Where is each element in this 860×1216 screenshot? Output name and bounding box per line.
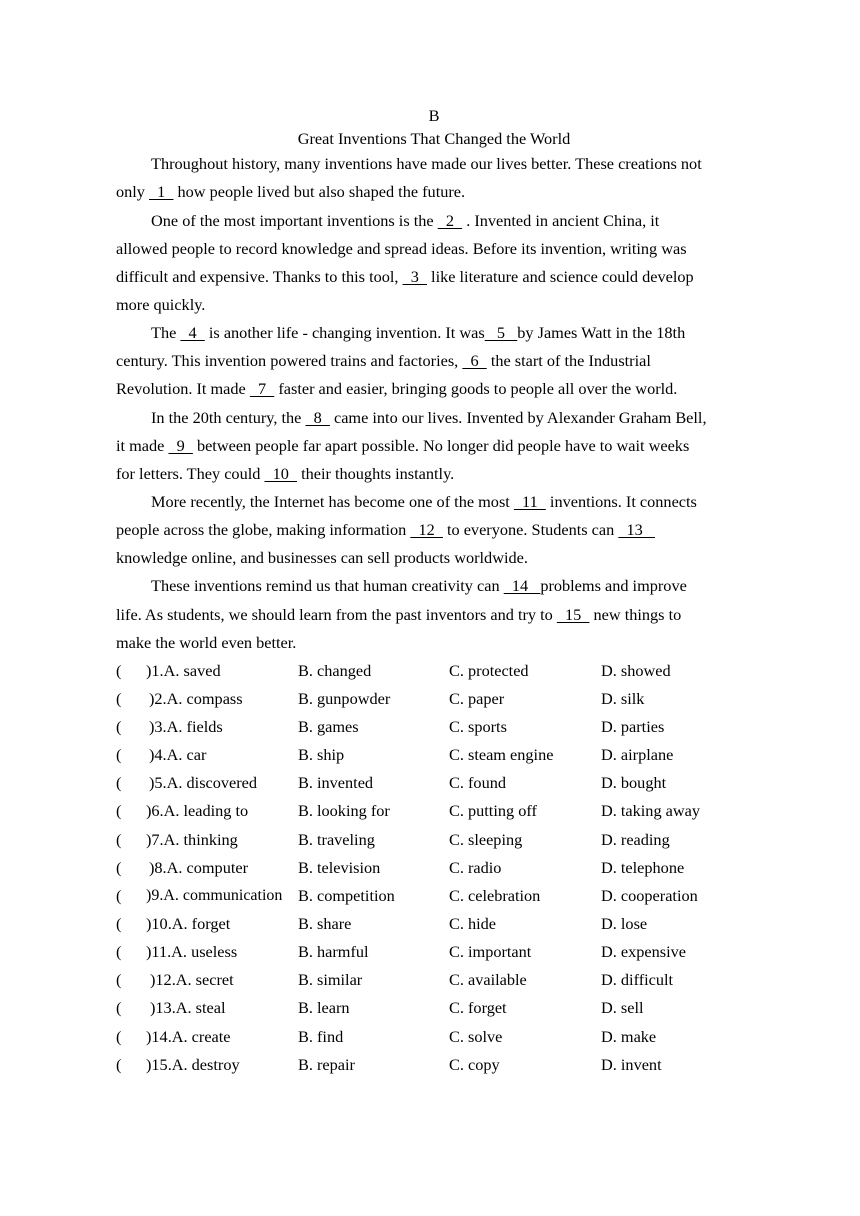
blank-7: 7 (249, 379, 275, 398)
passage-line: Throughout history, many inventions have made our lives better. These creations not (151, 154, 702, 173)
option-d: D. invent (601, 1055, 662, 1074)
passage-line: knowledge online, and businesses can sell products worldwide. (116, 548, 528, 567)
passage-line: One of the most important inventions is the 2 . Invented in ancient China, it (151, 211, 660, 230)
option-c: C. paper (449, 689, 505, 708)
option-d: D. parties (601, 717, 665, 736)
option-d: D. lose (601, 914, 648, 933)
passage-line: century. This invention powered trains and factories, 6 the start of the Industrial (116, 351, 651, 370)
option-d: D. reading (601, 830, 670, 849)
passage-line: More recently, the Internet has become one of the most 11 inventions. It connects (151, 492, 697, 511)
passage-line: for letters. They could 10 their thoughts instantly. (116, 464, 455, 483)
option-a: )5.A. discovered (149, 773, 258, 792)
passage-line: life. As students, we should learn from the past inventors and try to 15 new things to (116, 605, 682, 624)
answer-bracket: ( (116, 914, 122, 933)
passage-line: allowed people to record knowledge and spread ideas. Before its invention, writing was (116, 239, 687, 258)
answer-bracket: ( (116, 886, 122, 905)
option-a: )6.A. leading to (146, 801, 249, 820)
option-b: B. television (298, 858, 381, 877)
option-b: B. gunpowder (298, 689, 391, 708)
option-b: B. harmful (298, 942, 369, 961)
section-letter: B (428, 106, 440, 125)
blank-10: 10 (264, 464, 298, 483)
option-a: )2.A. compass (149, 689, 243, 708)
option-a: )1.A. saved (146, 661, 221, 680)
answer-bracket: ( (116, 998, 122, 1017)
answer-bracket: ( (116, 858, 122, 877)
blank-2: 2 (437, 211, 463, 230)
option-b: B. traveling (298, 830, 375, 849)
option-a: )11.A. useless (146, 942, 238, 961)
answer-bracket: ( (116, 689, 122, 708)
option-d: D. cooperation (601, 886, 698, 905)
option-b: B. learn (298, 998, 350, 1017)
option-b: B. competition (298, 886, 395, 905)
blank-15: 15 (556, 605, 590, 624)
answer-bracket: ( (116, 970, 122, 989)
blank-1: 1 (149, 182, 174, 201)
option-d: D. silk (601, 689, 645, 708)
option-d: D. telephone (601, 858, 685, 877)
option-b: B. games (298, 717, 359, 736)
option-c: C. hide (449, 914, 497, 933)
option-a: )14.A. create (146, 1027, 231, 1046)
answer-bracket: ( (116, 661, 122, 680)
passage-line: These inventions remind us that human creativity can 14 problems and improve (151, 576, 687, 595)
passage-line: In the 20th century, the 8 came into our lives. Invented by Alexander Graham Bell, (151, 408, 707, 427)
option-a: )12.A. secret (150, 970, 234, 989)
option-d: D. make (601, 1027, 657, 1046)
option-a: )8.A. computer (149, 858, 249, 877)
blank-3: 3 (402, 267, 427, 286)
option-a: )15.A. destroy (146, 1055, 240, 1074)
option-c: C. celebration (449, 886, 541, 905)
blank-6: 6 (462, 351, 487, 370)
blank-12: 12 (410, 520, 443, 539)
option-c: C. steam engine (449, 745, 554, 764)
option-a: )13.A. steal (150, 998, 226, 1017)
option-c: C. important (449, 942, 532, 961)
option-c: C. forget (449, 998, 507, 1017)
option-c: C. solve (449, 1027, 503, 1046)
option-c: C. protected (449, 661, 529, 680)
option-c: C. found (449, 773, 506, 792)
blank-11: 11 (513, 492, 546, 511)
option-c: C. radio (449, 858, 502, 877)
answer-bracket: ( (116, 1027, 122, 1046)
option-b: B. changed (298, 661, 372, 680)
answer-bracket: ( (116, 717, 122, 736)
option-b: B. repair (298, 1055, 355, 1074)
passage-line: more quickly. (116, 295, 206, 314)
answer-bracket: ( (116, 942, 122, 961)
passage-line: make the world even better. (116, 633, 297, 652)
option-d: D. showed (601, 661, 671, 680)
option-c: C. putting off (449, 801, 537, 820)
passage-line: The 4 is another life - changing invention. It was 5 by James Watt in the 18th (151, 323, 686, 342)
option-c: C. sports (449, 717, 507, 736)
option-a: )10.A. forget (146, 914, 231, 933)
option-d: D. difficult (601, 970, 674, 989)
option-a: )9.A. communication (146, 887, 283, 904)
answer-bracket: ( (116, 745, 122, 764)
blank-4: 4 (180, 323, 205, 342)
option-b: B. similar (298, 970, 363, 989)
passage-line: difficult and expensive. Thanks to this tool, 3 like literature and science could develop (116, 267, 694, 286)
option-a: )3.A. fields (149, 717, 223, 736)
option-c: C. copy (449, 1055, 500, 1074)
option-c: C. available (449, 970, 527, 989)
passage-line: only 1 how people lived but also shaped the future. (116, 182, 466, 201)
option-c: C. sleeping (449, 830, 523, 849)
option-a: )4.A. car (149, 745, 207, 764)
option-b: B. invented (298, 773, 374, 792)
passage-line: people across the globe, making information 12 to everyone. Students can 13 (116, 520, 655, 539)
blank-8: 8 (305, 408, 330, 427)
option-d: D. expensive (601, 942, 686, 961)
option-b: B. find (298, 1027, 344, 1046)
answer-bracket: ( (116, 801, 122, 820)
option-d: D. taking away (601, 801, 701, 820)
answer-bracket: ( (116, 1055, 122, 1074)
passage-title: Great Inventions That Changed the World (297, 129, 571, 148)
option-a: )7.A. thinking (146, 830, 238, 849)
option-b: B. looking for (298, 801, 390, 820)
blank-13: 13 (618, 520, 655, 539)
passage-line: it made 9 between people far apart possible. No longer did people have to wait weeks (116, 436, 690, 455)
option-d: D. sell (601, 998, 644, 1017)
blank-14: 14 (503, 576, 541, 595)
option-b: B. share (298, 914, 352, 933)
option-d: D. airplane (601, 745, 674, 764)
option-d: D. bought (601, 773, 667, 792)
passage-line: Revolution. It made 7 faster and easier, bringing goods to people all over the world. (116, 379, 678, 398)
blank-9: 9 (168, 436, 193, 455)
blank-5: 5 (484, 323, 518, 342)
answer-bracket: ( (116, 773, 122, 792)
answer-bracket: ( (116, 830, 122, 849)
option-b: B. ship (298, 745, 345, 764)
